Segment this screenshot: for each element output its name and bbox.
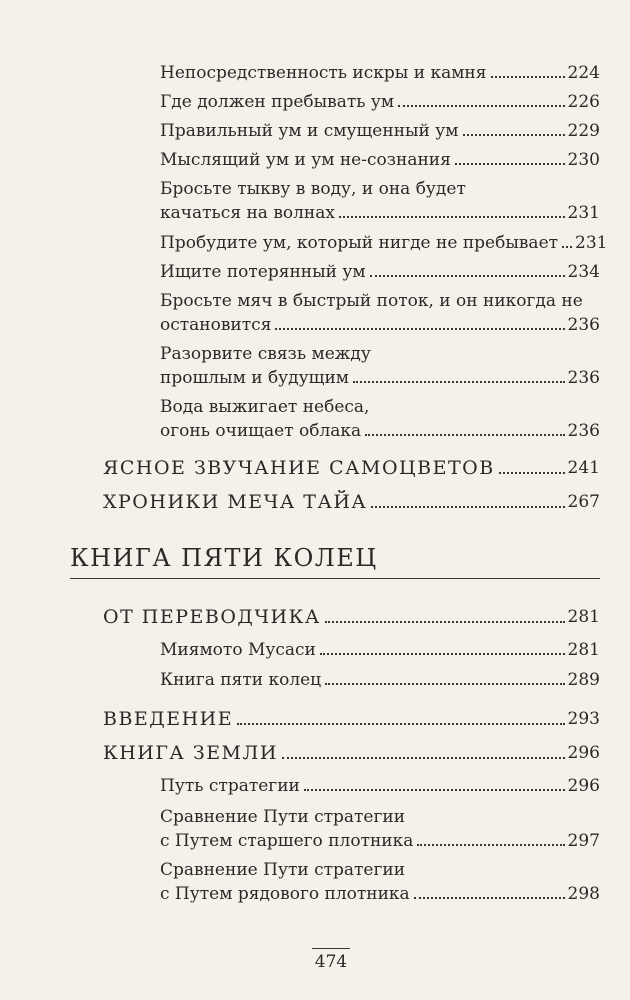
toc-entry xyxy=(160,314,600,336)
entry-title: Мыслящий ум и ум не-сознания xyxy=(160,150,451,170)
entry-title-line1: Бросьте мяч в быстрый поток, и он никогда не xyxy=(160,291,583,311)
entry-page: 236 xyxy=(567,421,600,441)
entry-title: огонь очищает облака xyxy=(160,421,362,441)
toc-entry xyxy=(160,367,600,389)
toc-section xyxy=(103,605,600,629)
dot-leader xyxy=(455,163,565,165)
entry-title: Путь стратегии xyxy=(160,776,300,796)
entry-page: 226 xyxy=(567,92,600,112)
toc-entry xyxy=(160,202,600,224)
toc-entry xyxy=(160,232,608,254)
entry-title: качаться на волнах xyxy=(160,203,335,223)
entry-title: Книга пяти колец xyxy=(160,670,322,690)
section-title: КНИГА ЗЕМЛИ xyxy=(103,742,278,764)
entry-page: 229 xyxy=(567,121,600,141)
entry-title: Правильный ум и смущенный ум xyxy=(160,121,459,141)
dot-leader xyxy=(370,275,565,277)
entry-title: Где должен пребывать ум xyxy=(160,92,395,112)
entry-page: 236 xyxy=(567,315,600,335)
section-page: 281 xyxy=(567,607,600,627)
section-title: ВВЕДЕНИЕ xyxy=(103,708,234,730)
entry-page: 297 xyxy=(567,831,600,851)
title-rule xyxy=(70,578,600,579)
dot-leader xyxy=(499,472,565,474)
toc-entry xyxy=(160,883,600,905)
entry-page: 231 xyxy=(575,233,608,253)
section-title: ХРОНИКИ МЕЧА ТАЙА xyxy=(103,491,368,513)
entry-title-line1: Сравнение Пути стратегии xyxy=(160,807,406,827)
entry-page: 231 xyxy=(567,203,600,223)
toc-entry xyxy=(160,120,600,142)
page-number-rule xyxy=(312,948,350,949)
toc-entry xyxy=(160,775,600,797)
dot-leader xyxy=(339,216,565,218)
toc-entry xyxy=(160,669,600,691)
entry-page: 281 xyxy=(567,640,600,660)
section-page: 267 xyxy=(567,492,600,512)
entry-page: 234 xyxy=(567,262,600,282)
dot-leader xyxy=(353,381,565,383)
entry-title-line1: Разорвите связь между xyxy=(160,344,371,364)
entry-page: 230 xyxy=(567,150,600,170)
dot-leader xyxy=(275,328,564,330)
page-number: 474 xyxy=(314,952,348,972)
toc-entry xyxy=(160,62,600,84)
toc-entry xyxy=(160,830,600,852)
dot-leader xyxy=(417,844,564,846)
entry-title-line1: Бросьте тыкву в воду, и она будет xyxy=(160,179,466,199)
dot-leader xyxy=(304,789,565,791)
toc-section xyxy=(103,490,600,514)
dot-leader xyxy=(562,246,572,248)
entry-title: Миямото Мусаси xyxy=(160,640,316,660)
section-title: ЯСНОЕ ЗВУЧАНИЕ САМОЦВЕТОВ xyxy=(103,457,495,479)
dot-leader xyxy=(282,757,565,759)
entry-page: 298 xyxy=(567,884,600,904)
entry-title: остановится xyxy=(160,315,272,335)
entry-title: Пробудите ум, который нигде не пребывает xyxy=(160,233,559,253)
entry-page: 289 xyxy=(567,670,600,690)
dot-leader xyxy=(463,134,565,136)
dot-leader xyxy=(237,723,564,725)
toc-entry xyxy=(160,149,600,171)
dot-leader xyxy=(320,653,565,655)
entry-title: с Путем рядового плотника xyxy=(160,884,410,904)
toc-entry xyxy=(160,91,600,113)
dot-leader xyxy=(491,76,565,78)
toc-section xyxy=(103,741,600,765)
entry-page: 224 xyxy=(567,63,600,83)
section-page: 296 xyxy=(567,743,600,763)
entry-title: Ищите потерянный ум xyxy=(160,262,366,282)
entry-page: 296 xyxy=(567,776,600,796)
entry-title-line1: Сравнение Пути стратегии xyxy=(160,860,406,880)
dot-leader xyxy=(325,621,565,623)
dot-leader xyxy=(365,434,564,436)
entry-title-line1: Вода выжигает небеса, xyxy=(160,397,370,417)
entry-title: прошлым и будущим xyxy=(160,368,350,388)
section-title: ОТ ПЕРЕВОДЧИКА xyxy=(103,606,321,628)
section-page: 241 xyxy=(567,458,600,478)
toc-entry xyxy=(160,639,600,661)
entry-title: Непосредственность искры и камня xyxy=(160,63,487,83)
toc-section xyxy=(103,456,600,480)
toc-entry xyxy=(160,420,600,442)
entry-page: 236 xyxy=(567,368,600,388)
dot-leader xyxy=(414,897,565,899)
dot-leader xyxy=(371,506,564,508)
book-title: КНИГА ПЯТИ КОЛЕЦ xyxy=(70,544,378,572)
dot-leader xyxy=(398,105,564,107)
toc-section xyxy=(103,707,600,731)
entry-title: с Путем старшего плотника xyxy=(160,831,414,851)
dot-leader xyxy=(325,683,564,685)
toc-entry xyxy=(160,261,600,283)
section-page: 293 xyxy=(567,709,600,729)
